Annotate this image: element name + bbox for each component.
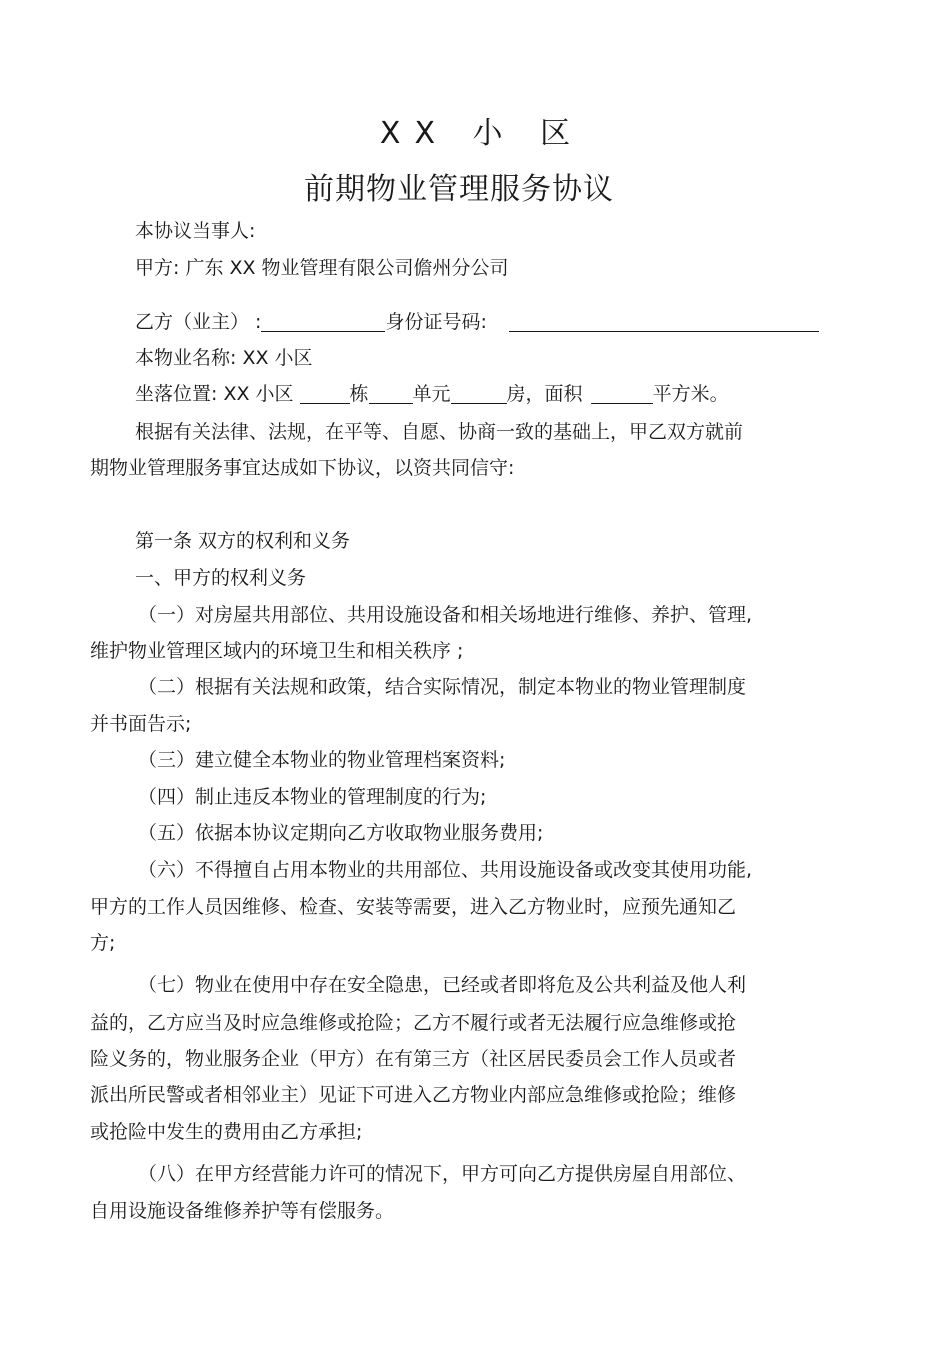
unit-blank: [369, 383, 413, 404]
location-prefix: 坐落位置: XX 小区: [135, 383, 294, 405]
clause-line: 甲方的工作人员因维修、检查、安装等需要，进入乙方物业时，应预先通知乙: [90, 896, 737, 918]
document-title: XX 小 区: [379, 116, 585, 151]
clause-line: （二）根据有关法规和政策，结合实际情况，制定本物业的物业管理制度: [138, 676, 747, 698]
preamble-line-1: 根据有关法律、法规，在平等、自愿、协商一致的基础上，甲乙双方就前: [135, 421, 744, 443]
section-a-heading: 一、甲方的权利义务: [135, 567, 307, 589]
document-subtitle: 前期物业管理服务协议: [304, 172, 614, 207]
location-area-unit: 平方米。: [652, 383, 729, 405]
id-label: 身份证号码:: [385, 311, 487, 333]
clause-line: 或抢险中发生的费用由乙方承担;: [90, 1121, 363, 1143]
property-name: 本物业名称: XX 小区: [135, 347, 313, 369]
clause-line: （七）物业在使用中存在安全隐患，已经或者即将危及公共利益及他人利: [138, 974, 747, 996]
parties-intro: 本协议当事人:: [135, 220, 256, 242]
id-blank: [509, 311, 819, 332]
party-b-line: [135, 309, 819, 335]
location-line: [135, 381, 729, 407]
location-unit: 单元: [412, 383, 451, 405]
clause-line: （一）对房屋共用部位、共用设施设备和相关场地进行维修、养护、管理,: [138, 604, 753, 626]
clause-line: 险义务的，物业服务企业（甲方）在有第三方（社区居民委员会工作人员或者: [90, 1048, 737, 1070]
clause-line: 并书面告示;: [90, 713, 192, 735]
clause-line: （八）在甲方经营能力许可的情况下，甲方可向乙方提供房屋自用部位、: [138, 1163, 747, 1185]
article-1-heading: 第一条 双方的权利和义务: [135, 530, 351, 552]
clause-line: （三）建立健全本物业的物业管理档案资料;: [138, 749, 506, 771]
party-b-blank: [261, 311, 385, 332]
location-room: 房，面积: [506, 383, 583, 405]
party-b-label: 乙方（业主） :: [135, 311, 262, 333]
area-blank: [591, 383, 653, 404]
building-blank: [300, 383, 350, 404]
clause-line: 自用设施设备维修养护等有偿服务。: [90, 1200, 395, 1222]
preamble-line-2: 期物业管理服务事宜达成如下协议，以资共同信守:: [90, 457, 515, 479]
clause-line: 益的，乙方应当及时应急维修或抢险；乙方不履行或者无法履行应急维修或抢: [90, 1012, 737, 1034]
clause-line: 方;: [90, 932, 116, 954]
clause-line: （四）制止违反本物业的管理制度的行为;: [138, 786, 487, 808]
clause-line: 派出所民警或者相邻业主）见证下可进入乙方物业内部应急维修或抢险；维修: [90, 1084, 737, 1106]
party-a: 甲方: 广东 XX 物业管理有限公司儋州分公司: [135, 257, 509, 279]
clause-line: （五）依据本协议定期向乙方收取物业服务费用;: [138, 822, 544, 844]
clause-line: 维护物业管理区域内的环境卫生和相关秩序 ;: [90, 640, 464, 662]
clause-line: （六）不得擅自占用本物业的共用部位、共用设施设备或改变其使用功能,: [138, 859, 753, 881]
location-building: 栋: [349, 383, 369, 405]
room-blank: [451, 383, 507, 404]
